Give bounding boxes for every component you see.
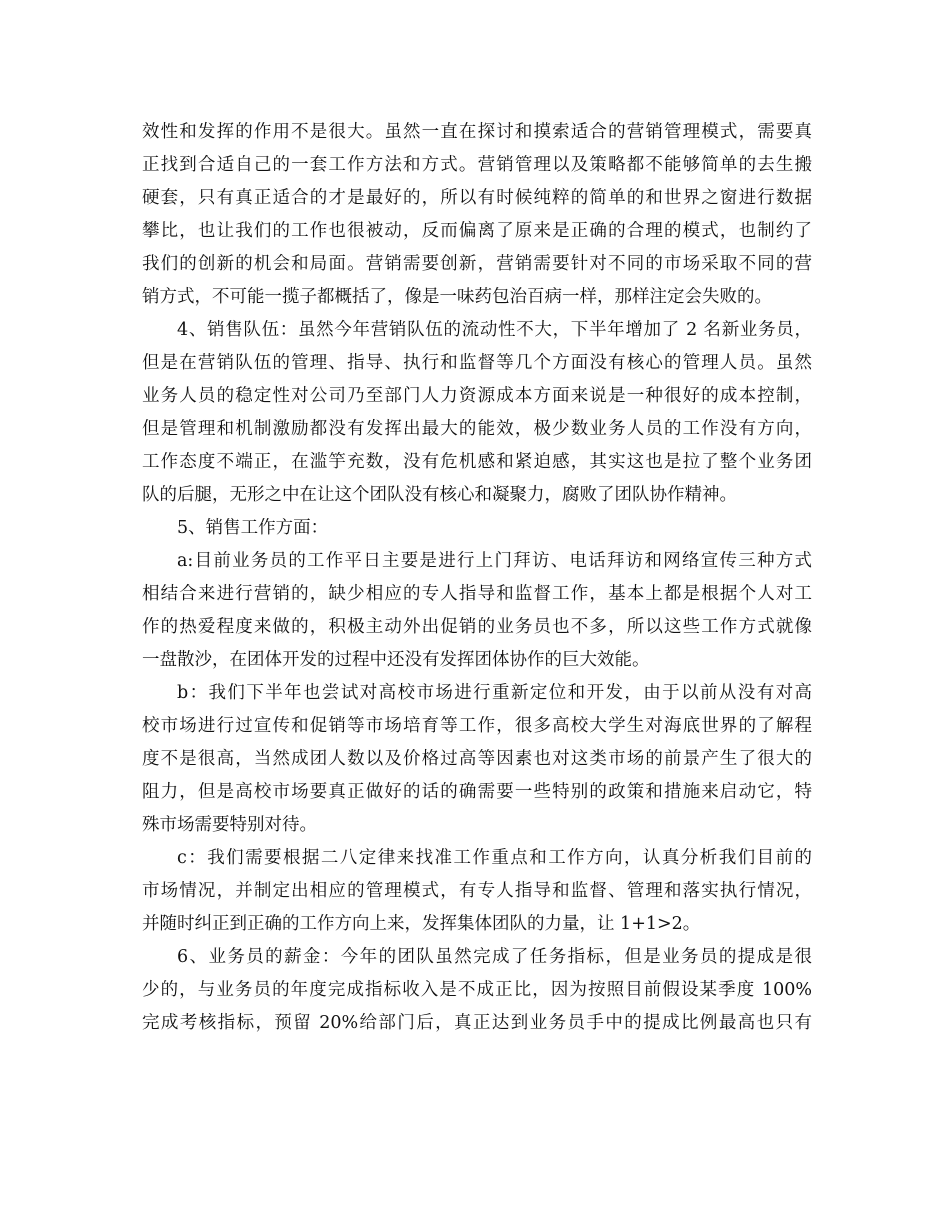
text-line: 校市场进行过宣传和促销等市场培育等工作，很多高校大学生对海底世界的了解程 — [142, 716, 812, 736]
text-line: 攀比，也让我们的工作也很被动，反而偏离了原来是正确的合理的模式，也制约了 — [142, 221, 812, 241]
text-line: 少的，与业务员的年度完成指标收入是不成正比，因为按照目前假设某季度 100% — [142, 980, 812, 1000]
text-line: 队的后腿，无形之中在让这个团队没有核心和凝聚力，腐败了团队协作精神。 — [142, 485, 737, 505]
text-line: 6、业务员的薪金：今年的团队虽然完成了任务指标，但是业务员的提成是很 — [177, 947, 812, 967]
text-line: 工作态度不端正，在滥竽充数，没有危机感和紧迫感，其实这也是拉了整个业务团 — [142, 452, 812, 472]
text-line: a:目前业务员的工作平日主要是进行上门拜访、电话拜访和网络宣传三种方式 — [177, 551, 812, 571]
text-line: c：我们需要根据二八定律来找准工作重点和工作方向，认真分析我们目前的 — [177, 848, 812, 868]
text-line: 硬套，只有真正适合的才是最好的，所以有时候纯粹的简单的和世界之窗进行数据 — [142, 188, 812, 208]
text-line: 销方式，不可能一揽子都概括了，像是一味药包治百病一样，那样注定会失败的。 — [142, 287, 772, 307]
text-line: 阻力，但是高校市场要真正做好的话的确需要一些特别的政策和措施来启动它，特 — [142, 782, 812, 802]
text-line: 效性和发挥的作用不是很大。虽然一直在探讨和摸索适合的营销管理模式，需要真 — [142, 122, 812, 142]
text-line: 市场情况，并制定出相应的管理模式，有专人指导和监督、管理和落实执行情况， — [142, 881, 812, 901]
text-line: 5、销售工作方面： — [177, 518, 329, 538]
document-body — [142, 116, 812, 1040]
text-line: 但是在营销队伍的管理、指导、执行和监督等几个方面没有核心的管理人员。虽然 — [142, 353, 812, 373]
text-line: 正找到合适自己的一套工作方法和方式。营销管理以及策略都不能够简单的去生搬 — [142, 155, 812, 175]
text-line: 并随时纠正到正确的工作方向上来，发挥集体团队的力量，让 1+1>2。 — [142, 914, 701, 934]
text-line: 但是管理和机制激励都没有发挥出最大的能效，极少数业务人员的工作没有方向， — [142, 419, 812, 439]
text-line: 一盘散沙，在团体开发的过程中还没有发挥团体协作的巨大效能。 — [142, 650, 650, 670]
text-line: 度不是很高，当然成团人数以及价格过高等因素也对这类市场的前景产生了很大的 — [142, 749, 812, 769]
text-line: 我们的创新的机会和局面。营销需要创新，营销需要针对不同的市场采取不同的营 — [142, 254, 812, 274]
text-line: b：我们下半年也尝试对高校市场进行重新定位和开发，由于以前从没有对高 — [177, 683, 812, 703]
text-line: 相结合来进行营销的，缺少相应的专人指导和监督工作，基本上都是根据个人对工 — [142, 584, 812, 604]
text-line: 完成考核指标，预留 20%给部门后，真正达到业务员手中的提成比例最高也只有 — [142, 1013, 812, 1033]
text-line: 作的热爱程度来做的，积极主动外出促销的业务员也不多，所以这些工作方式就像 — [142, 617, 812, 637]
text-line: 殊市场需要特别对待。 — [142, 815, 317, 835]
text-line: 4、销售队伍：虽然今年营销队伍的流动性不大，下半年增加了 2 名新业务员， — [177, 320, 812, 340]
text-line: 业务人员的稳定性对公司乃至部门人力资源成本方面来说是一种很好的成本控制， — [142, 386, 812, 406]
